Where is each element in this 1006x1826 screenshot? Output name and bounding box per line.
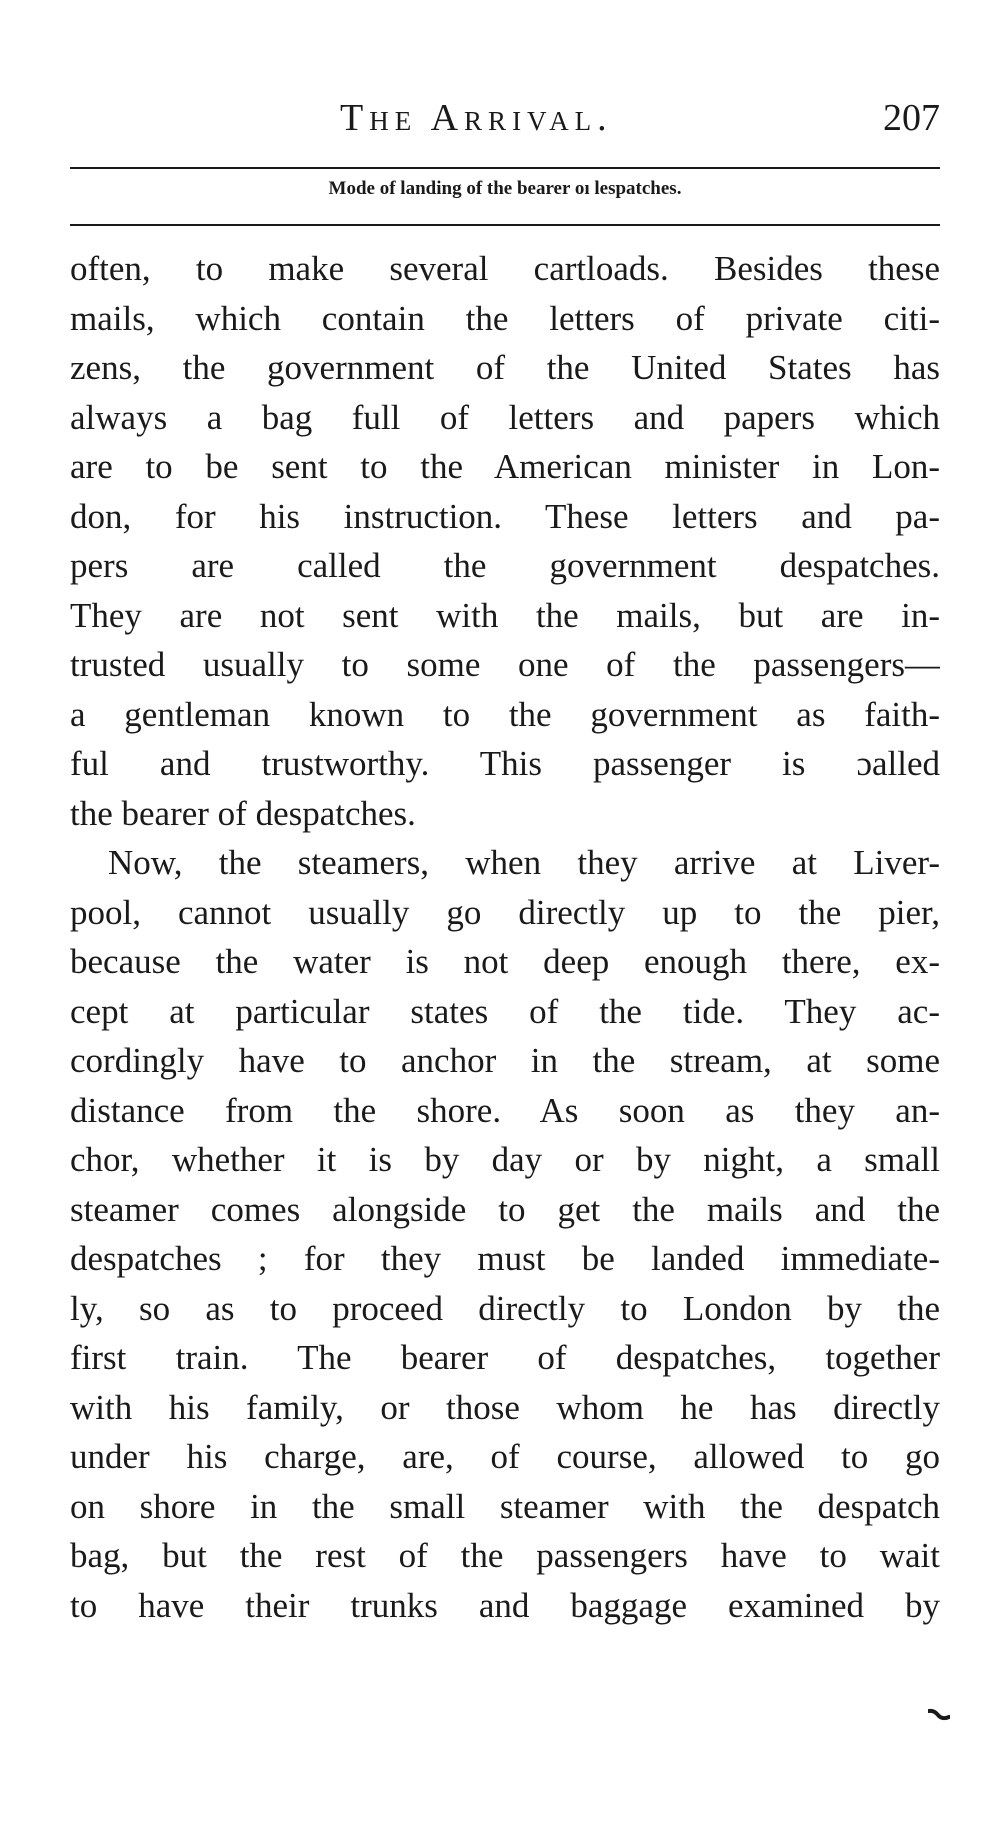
paragraph-start-line: Now, the steamers, when they arrive at Liver-	[108, 843, 940, 882]
body-text	[70, 244, 940, 1630]
text-line: cordingly have to anchor in the stream, at some	[70, 1041, 940, 1080]
header-rule-top	[70, 167, 940, 169]
text-line: don, for his instruction. These letters and pa-	[70, 496, 940, 536]
text-line: on shore in the small steamer with the despatch	[70, 1486, 940, 1526]
text-line: a gentleman known to the government as faith-	[70, 694, 940, 734]
text-line: often, to make several cartloads. Besides these	[70, 249, 940, 288]
text-line: pool, cannot usually go directly up to the pier,	[70, 892, 940, 932]
text-line: are to be sent to the American minister in Lon-	[70, 447, 940, 486]
header-rule-bottom	[70, 224, 940, 226]
text-line: despatches ; for they must be landed immediate-	[70, 1239, 940, 1278]
text-line: with his family, or those whom he has directly	[70, 1387, 940, 1427]
text-line: mails, which contain the letters of private citi-	[70, 298, 940, 338]
text-line: bag, but the rest of the passengers have to wait	[70, 1536, 940, 1575]
section-subhead: Mode of landing of the bearer oı lespatches.	[328, 178, 682, 199]
text-line: pers are called the government despatches.	[70, 546, 940, 585]
page-number: 207	[883, 97, 940, 139]
text-line: always a bag full of letters and papers which	[70, 397, 940, 437]
text-line: chor, whether it is by day or by night, a small	[70, 1140, 940, 1179]
catchword-mark-icon	[928, 1708, 950, 1722]
text-line: to have their trunks and baggage examined by	[70, 1585, 940, 1625]
text-line: first train. The bearer of despatches, together	[70, 1338, 940, 1377]
running-head	[70, 96, 940, 146]
text-line: zens, the government of the United States has	[70, 348, 940, 387]
running-title: The Arrival.	[340, 97, 613, 139]
text-line: They are not sent with the mails, but are in-	[70, 595, 940, 635]
text-line: because the water is not deep enough there, ex-	[70, 942, 940, 981]
text-line: cept at particular states of the tide. They ac-	[70, 991, 940, 1031]
text-line: distance from the shore. As soon as they an-	[70, 1090, 940, 1130]
text-line: ful and trustworthy. This passenger is ɔalled	[70, 744, 940, 783]
text-line: trusted usually to some one of the passengers—	[70, 645, 940, 684]
paragraph-end-line: the bearer of despatches.	[70, 793, 416, 833]
text-line: ly, so as to proceed directly to London by the	[70, 1288, 940, 1328]
text-line: steamer comes alongside to get the mails and the	[70, 1189, 940, 1229]
text-line: under his charge, are, of course, allowed to go	[70, 1437, 940, 1476]
